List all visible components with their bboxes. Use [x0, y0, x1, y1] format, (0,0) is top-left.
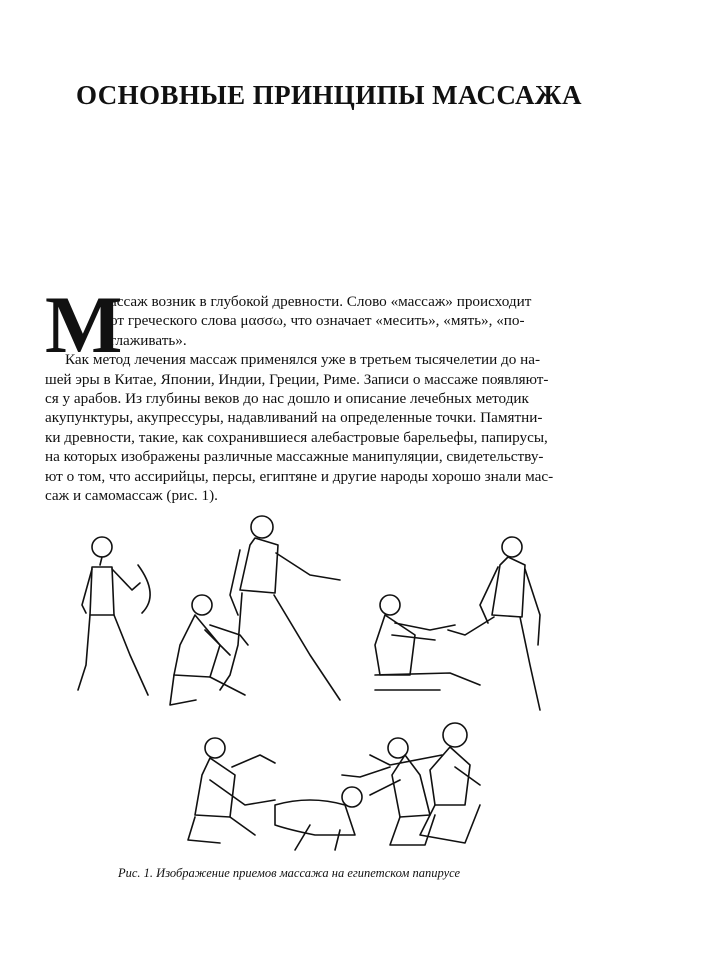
paragraph-2-line-7: ют о том, что ассирийцы, персы, египтяне и другие народы хорошо знали мас-: [45, 467, 554, 485]
figure-standing-leg-extended: [448, 537, 540, 710]
figure-standing-boomerang: [78, 537, 150, 695]
illustration-svg: [70, 505, 590, 865]
paragraph-2-line-2: шей эры в Китае, Японии, Индии, Греции, Риме. Записи о массаже появляют-: [45, 370, 549, 388]
egyptian-massage-illustration: [70, 505, 590, 865]
body-text: [45, 279, 615, 505]
paragraph-2-line-1: Как метод лечения массаж применялся уже в третьем тысячелетии до на-: [65, 351, 541, 369]
figure-lying-center: [275, 787, 362, 850]
figure-standing-tall: [220, 516, 340, 700]
drop-cap-letter: М: [45, 279, 123, 370]
paragraph-2-line-6: на которых изображены различные массажные манипуляции, свидетельству-: [45, 448, 544, 466]
paragraph-1-line-2: от греческого слова μασσω, что означает «месить», «мять», «по-: [110, 312, 525, 330]
page-title: ОСНОВНЫЕ ПРИНЦИПЫ МАССАЖА: [76, 80, 582, 110]
paragraph-2-line-4: акупунктуры, акупрессуры, надавливаний на определенные точки. Памятни-: [45, 409, 543, 427]
paragraph-2-line-5: ки древности, такие, как сохранившиеся алебастровые барельефы, папирусы,: [45, 428, 548, 446]
drop-cap: [45, 279, 123, 370]
paragraph-1-line-3: глаживать».: [110, 331, 187, 349]
paragraph-1-line-1: ассаж возник в глубокой древности. Слово «массаж» происходит: [110, 293, 532, 310]
figure-kneeling-right: [342, 738, 435, 845]
paragraph-2-line-8: саж и самомассаж (рис. 1).: [45, 487, 218, 505]
figure-caption: Рис. 1. Изображение приемов массажа на египетском папирусе: [118, 866, 461, 880]
figure-kneeling-left: [188, 738, 275, 843]
paragraph-2-line-3: ся у арабов. Из глубины веков до нас дошло и описание лечебных методик: [45, 390, 529, 408]
figure-seated-reaching: [375, 595, 480, 690]
figure-kneeling-far-right: [370, 723, 480, 843]
